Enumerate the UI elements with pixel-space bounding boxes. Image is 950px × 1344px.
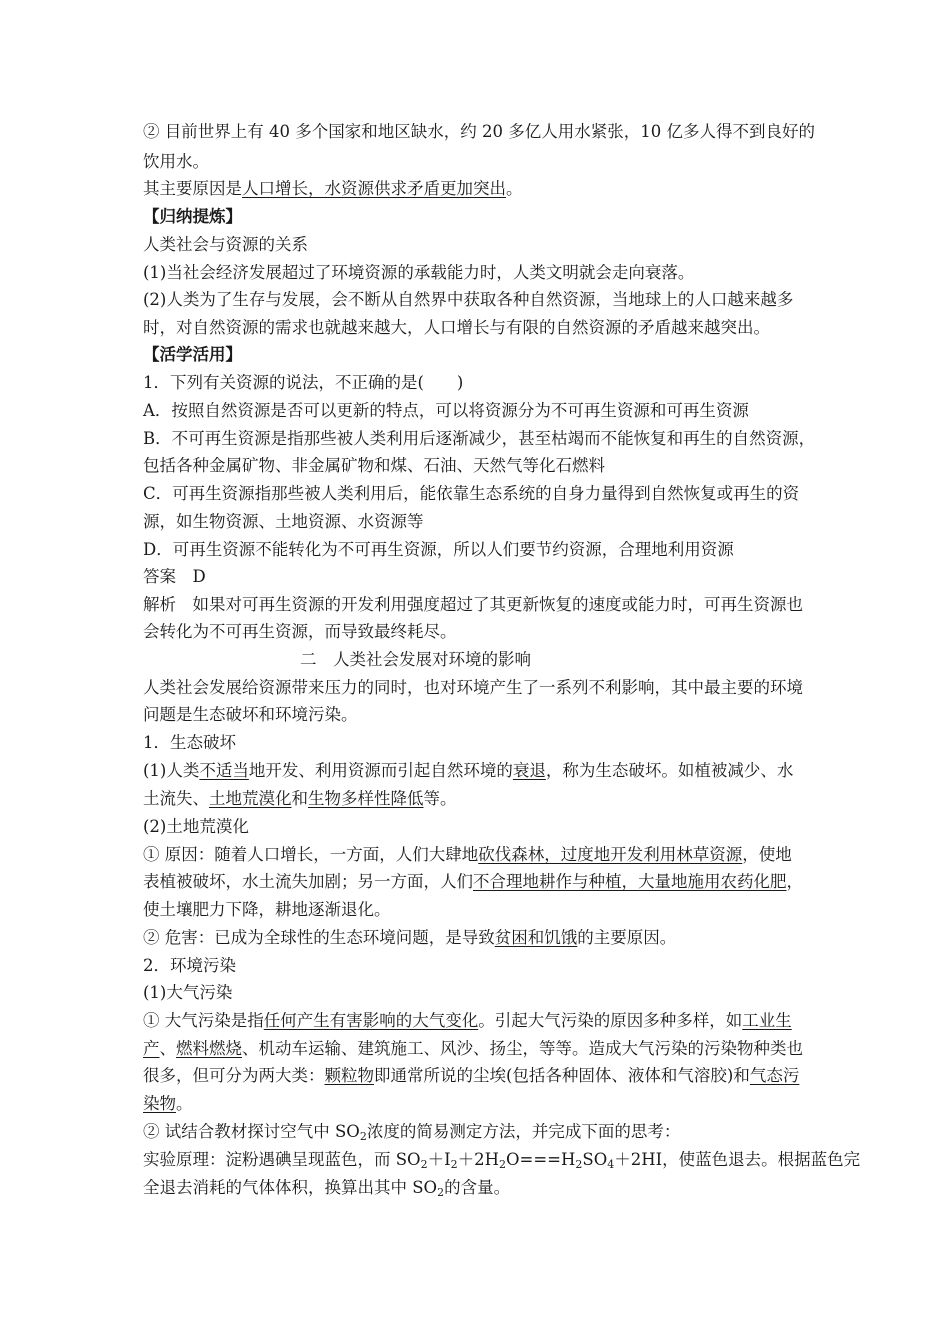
subscript: 2	[437, 1186, 445, 1199]
section-title	[300, 648, 531, 672]
underlined-answer: 土地荒漠化	[209, 789, 292, 808]
paragraph-line	[143, 926, 676, 950]
subheading	[143, 981, 232, 1005]
text: C．可再生资源指那些被人类利用后，能依靠生态系统的自身力量得到自然恢复或再生的资	[143, 484, 800, 503]
text: ② 试结合教材探讨空气中 SO	[143, 1122, 360, 1141]
text: O===H	[506, 1150, 576, 1169]
paragraph-line	[143, 898, 391, 922]
text: 使土壤肥力下降，耕地逐渐退化。	[143, 900, 391, 919]
underlined-answer: 燃料燃烧	[176, 1039, 242, 1058]
subheading	[143, 731, 236, 755]
question	[143, 371, 463, 395]
text: 其主要原因是	[143, 179, 242, 198]
underlined-answer: 生物多样性降低	[308, 789, 424, 808]
section-heading	[143, 343, 242, 367]
text: 实验原理：淀粉遇碘呈现蓝色，而 SO	[143, 1150, 421, 1169]
list-item	[143, 316, 770, 340]
text: ，	[786, 872, 803, 891]
paragraph-line	[143, 1037, 803, 1061]
text: 人类社会与资源的关系	[143, 235, 308, 254]
text: (2)人类为了生存与发展，会不断从自然界中获取各种自然资源，当地球上的人口越来越多	[143, 290, 794, 309]
heading-text: 【归纳提炼】	[143, 207, 242, 226]
paragraph-line	[143, 120, 815, 144]
underlined-answer: 任何产生有害影响的大气变化	[263, 1011, 479, 1030]
text: ，使地	[742, 845, 792, 864]
paragraph-line	[143, 1064, 799, 1088]
paragraph-line	[143, 1176, 510, 1200]
analysis	[143, 593, 803, 617]
answer	[143, 565, 206, 589]
option-d	[143, 538, 734, 562]
text: 1．下列有关资源的说法，不正确的是( )	[143, 373, 464, 392]
text: 人类社会发展给资源带来压力的同时，也对环境产生了一系列不利影响，其中最主要的环境	[143, 678, 803, 697]
text: 。	[176, 1094, 193, 1113]
underlined-answer: 不合理地耕作与种植，大量地施用农药化肥	[473, 872, 787, 891]
underlined-answer: 染物	[143, 1094, 176, 1113]
list-item	[143, 261, 694, 285]
text: 时，对自然资源的需求也就越来越大，人口增长与有限的自然资源的矛盾越来越突出。	[143, 318, 770, 337]
paragraph-line	[143, 1148, 860, 1172]
option-a	[143, 399, 749, 423]
paragraph-line	[143, 1092, 193, 1116]
text: D．可再生资源不能转化为不可再生资源，所以人们要节约资源，合理地利用资源	[143, 540, 734, 559]
text: SO	[582, 1150, 608, 1169]
text: 地开发、利用资源而引起自然环境的	[248, 761, 513, 780]
text: (1)人类	[143, 761, 200, 780]
text: 即通常所说的尘埃(包括各种固体、液体和气溶胶)和	[374, 1066, 750, 1085]
paragraph-line	[143, 676, 803, 700]
analysis	[143, 620, 457, 644]
paragraph-line	[143, 150, 209, 174]
text: ＋I	[427, 1150, 451, 1169]
text: 等。	[423, 789, 457, 808]
text: 、机动车运输、建筑施工、风沙、扬尘，等等。造成大气污染的污染物种类也	[242, 1039, 803, 1058]
paragraph-line	[143, 843, 792, 867]
underlined-answer: 颗粒物	[324, 1066, 374, 1085]
text: 解析 如果对可再生资源的开发利用强度超过了其更新恢复的速度或能力时，可再生资源也	[143, 595, 803, 614]
subheading	[143, 815, 249, 839]
subscript: 2	[499, 1158, 506, 1171]
text: 包括各种金属矿物、非金属矿物和煤、石油、天然气等化石燃料	[143, 456, 605, 475]
text: 表植被破坏，水土流失加剧；另一方面，人们	[143, 872, 473, 891]
text: 二 人类社会发展对环境的影响	[300, 650, 531, 669]
option-c	[143, 482, 799, 506]
option-c	[143, 510, 424, 534]
text: 的含量。	[444, 1178, 511, 1197]
list-item	[143, 288, 793, 312]
paragraph-line	[143, 177, 523, 201]
text: 答案 D	[143, 567, 206, 586]
text: ＋2HI，使蓝色退去。根据蓝色完	[614, 1150, 861, 1169]
text: 浓度的简易测定方法，并完成下面的思考：	[366, 1122, 681, 1141]
text: (1)当社会经济发展超过了环境资源的承载能力时，人类文明就会走向衰落。	[143, 263, 695, 282]
text: ① 大气污染是指	[143, 1011, 264, 1030]
paragraph-line	[143, 787, 457, 811]
option-b	[143, 454, 605, 478]
text: ② 危害：已成为全球性的生态环境问题，是导致	[143, 928, 495, 947]
text: ＋2H	[457, 1150, 499, 1169]
text: 土流失、	[143, 789, 209, 808]
text: 2．环境污染	[143, 956, 236, 975]
subheading	[143, 233, 308, 257]
text: 饮用水。	[143, 152, 209, 171]
text: 的主要原因。	[577, 928, 677, 947]
text: 。	[506, 179, 523, 198]
underlined-answer: 人口增长，水资源供求矛盾更加突出	[242, 179, 506, 198]
text: (1)大气污染	[143, 983, 233, 1002]
paragraph-line	[143, 1120, 680, 1144]
underlined-answer: 产	[143, 1039, 160, 1058]
text: 很多，但可分为两大类：	[143, 1066, 325, 1085]
paragraph-line	[143, 870, 803, 894]
subscript: 2	[575, 1158, 583, 1171]
text: 。引起大气污染的原因多种多样，如	[478, 1011, 743, 1030]
subheading	[143, 954, 236, 978]
paragraph-line	[143, 1009, 792, 1033]
text: 、	[159, 1039, 176, 1058]
text: 全退去消耗的气体体积，换算出其中 SO	[143, 1178, 438, 1197]
paragraph-line	[143, 759, 793, 783]
underlined-answer: 气态污	[749, 1066, 800, 1085]
text: ② 目前世界上有 40 多个国家和地区缺水，约 20 多亿人用水紧张，10 亿多人得不到良好的	[143, 122, 815, 141]
text: A．按照自然资源是否可以更新的特点，可以将资源分为不可再生资源和可再生资源	[143, 401, 749, 420]
text: 1．生态破坏	[143, 733, 236, 752]
heading-text: 【活学活用】	[143, 345, 242, 364]
subscript: 2	[359, 1130, 367, 1143]
underlined-answer: 工业生	[742, 1011, 792, 1030]
text: B．不可再生资源是指那些被人类利用后逐渐减少，甚至枯竭而不能恢复和再生的自然资源，	[143, 429, 816, 448]
text: ，称为生态破坏。如植被减少、水	[545, 761, 794, 780]
text: 和	[291, 789, 308, 808]
underlined-answer: 砍伐森林，过度地开发利用林草资源	[478, 845, 743, 864]
option-b	[143, 427, 815, 451]
text: (2)土地荒漠化	[143, 817, 249, 836]
text: 会转化为不可再生资源，而导致最终耗尽。	[143, 622, 457, 641]
text: 源，如生物资源、土地资源、水资源等	[143, 512, 424, 531]
text: ① 原因：随着人口增长，一方面，人们大肆地	[143, 845, 479, 864]
section-heading	[143, 205, 242, 229]
paragraph-line	[143, 703, 358, 727]
underlined-answer: 贫困和饥饿	[494, 928, 578, 947]
subscript: 4	[607, 1158, 615, 1171]
subscript: 2	[420, 1158, 428, 1171]
text: 问题是生态破坏和环境污染。	[143, 705, 358, 724]
subscript: 2	[450, 1158, 458, 1171]
underlined-answer: 不适当	[199, 761, 249, 780]
underlined-answer: 衰退	[512, 761, 546, 780]
